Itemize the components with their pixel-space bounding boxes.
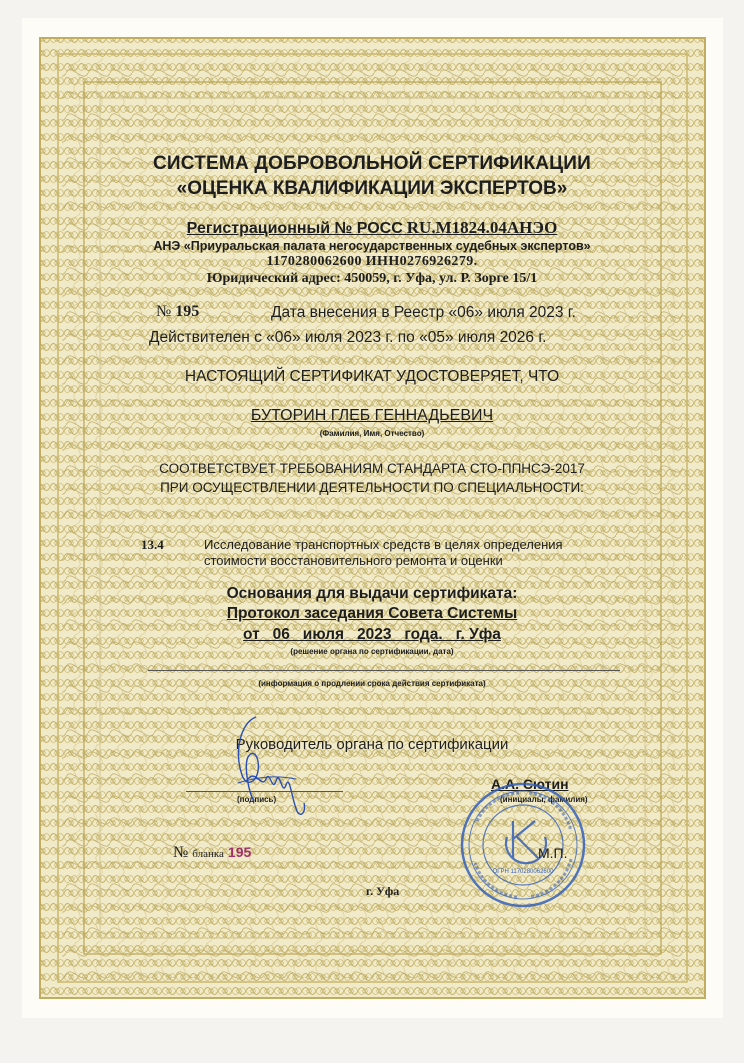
specialty-code: 13.4	[141, 537, 164, 552]
seal-ogrn: ОГРН 1170280062600	[492, 869, 554, 875]
basis-protocol: Протокол заседания Совета Системы	[226, 605, 518, 622]
reg-prefix: Регистрационный № РОСС	[186, 220, 403, 237]
organization-ids: 1170280062600 ИНН0276926279.	[266, 254, 478, 269]
initials-caption: (инициалы, фамилия)	[500, 795, 588, 804]
certify-statement: НАСТОЯЩИЙ СЕРТИФИКАТ УДОСТОВЕРЯЕТ, ЧТО	[184, 368, 560, 385]
basis-title: Основания для выдачи сертификата:	[226, 585, 518, 602]
signature-caption: (подпись)	[237, 795, 277, 804]
holder-name-caption: (Фамилия, Имя, Отчество)	[319, 429, 425, 438]
extension-line	[148, 670, 620, 671]
registry-entry-date: Дата внесения в Реестр «06» июля 2023 г.	[271, 304, 576, 321]
legal-address: Юридический адрес: 450059, г. Уфа, ул. Р. Зорге 15/1	[206, 271, 538, 286]
certificate-number: № 195	[156, 303, 200, 320]
head-title: Руководитель органа по сертификации	[235, 736, 509, 753]
organization-name: АНЭ «Приуральская палата негосударственных судебных экспертов»	[153, 239, 591, 253]
reg-code: RU.M1824.04АНЭО	[406, 218, 558, 237]
holder-name: БУТОРИН ГЛЕБ ГЕННАДЬЕВИЧ	[250, 407, 494, 424]
standard-line2: ПРИ ОСУЩЕСТВЛЕНИИ ДЕЯТЕЛЬНОСТИ ПО СПЕЦИАЛЬНОСТИ:	[160, 480, 584, 495]
official-seal	[459, 781, 587, 909]
basis-caption: (решение органа по сертификации, дата)	[290, 647, 454, 656]
specialty-line2: стоимости восстановительного ремонта и оценки	[204, 553, 503, 568]
header-title-line2: «ОЦЕНКА КВАЛИФИКАЦИИ ЭКСПЕРТОВ»	[176, 178, 568, 199]
basis-date: от 06 июля 2023 года. г. Уфа	[243, 626, 501, 643]
blank-number: № бланка 195	[173, 844, 252, 861]
validity-period: Действителен с «06» июля 2023 г. по «05» июля 2026 г.	[149, 329, 547, 346]
specialty-line1: Исследование транспортных средств в целях определения	[204, 537, 563, 552]
extension-caption: (информация о продлении срока действия сертификата)	[258, 679, 486, 688]
blank-number-value: 195	[227, 844, 252, 860]
header-title-line1: СИСТЕМА ДОБРОВОЛЬНОЙ СЕРТИФИКАЦИИ	[153, 153, 591, 174]
seal-place-mark: М.П.	[538, 845, 568, 861]
head-name: А.А. Сютин	[491, 776, 569, 792]
city: г. Уфа	[366, 884, 400, 898]
standard-line1: СООТВЕТСТВУЕТ ТРЕБОВАНИЯМ СТАНДАРТА СТО-ППНСЭ-2017	[159, 461, 585, 476]
handwritten-signature	[226, 713, 318, 825]
registration-number	[0, 218, 744, 238]
certificate-number-value: 195	[175, 303, 200, 320]
